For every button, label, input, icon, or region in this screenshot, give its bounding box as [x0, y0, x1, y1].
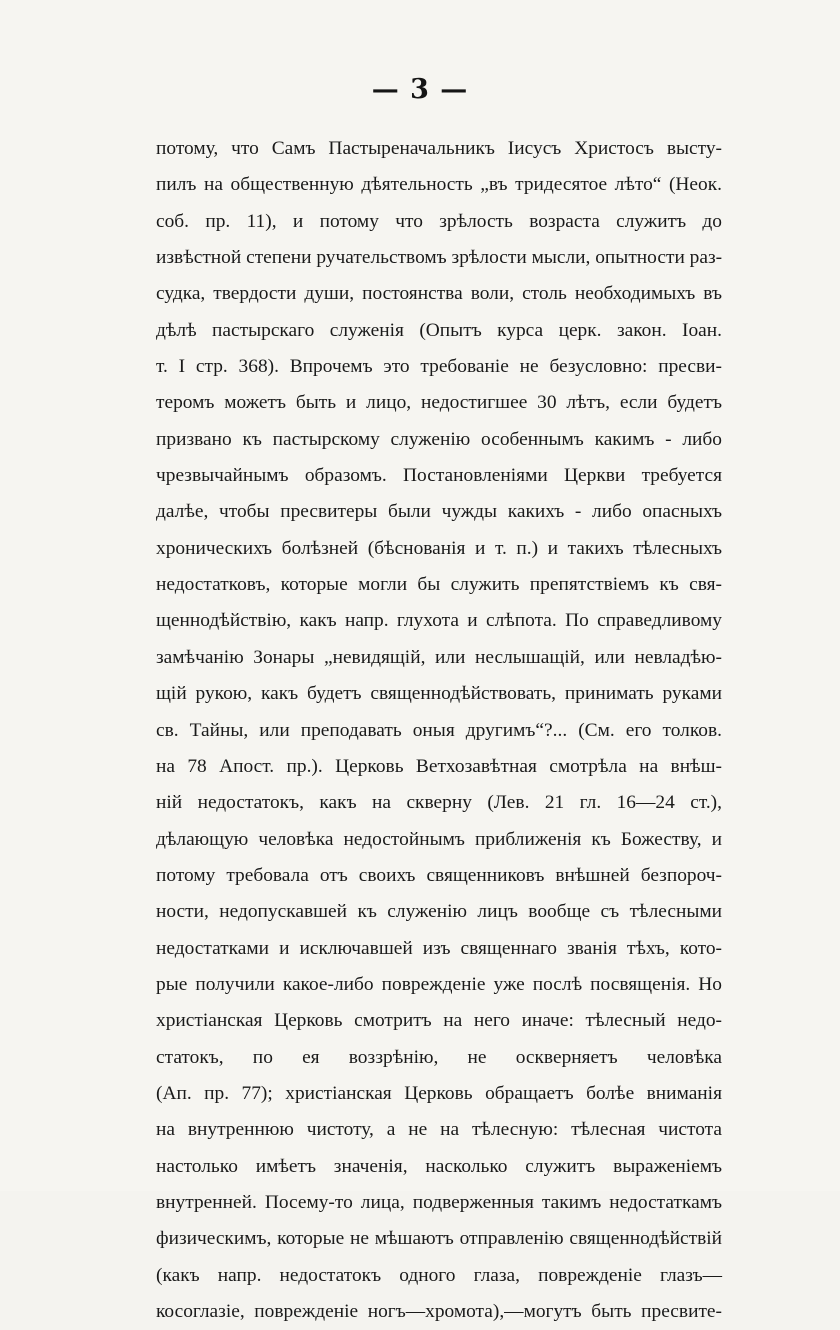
- text-line: ній недостатокъ, какъ на скверну (Лев. 21 гл. 16—24 ст.),: [156, 792, 722, 814]
- text-line: т. I стр. 368). Впрочемъ это требованіе не безусловно: пресви-: [156, 356, 722, 378]
- text-line: замѣчанію Зонары „невидящій, или неслышащій, или невладѣю-: [156, 646, 722, 668]
- text-line: хроническихъ болѣзней (бѣснованія и т. п.) и такихъ тѣлесныхъ: [156, 537, 722, 559]
- text-line: рые получили какое-либо поврежденіе уже послѣ посвященія. Но: [156, 973, 722, 995]
- text-line: щеннодѣйствію, какъ напр. глухота и слѣпота. По справедливому: [156, 610, 722, 632]
- text-line: далѣе, чтобы пресвитеры были чужды какихъ - либо опасныхъ: [156, 501, 722, 523]
- text-line: св. Тайны, или преподавать оныя другимъ“?... (См. его толков.: [156, 719, 722, 741]
- text-line: ности, недопускавшей къ служенію лицъ вообще съ тѣлесными: [156, 901, 722, 923]
- text-line: пилъ на общественную дѣятельность „въ тридесятое лѣто“ (Неок.: [156, 174, 722, 196]
- text-line: судка, твердости души, постоянства воли, столь необходимыхъ въ: [156, 283, 722, 305]
- page-number: — 3 —: [371, 74, 469, 105]
- text-line: внутренней. Посему-то лица, подверженныя такимъ недостаткамъ: [156, 1191, 722, 1213]
- text-line: чрезвычайнымъ образомъ. Постановленіями Церкви требуется: [156, 465, 722, 487]
- text-line: дѣлѣ пастырскаго служенія (Опытъ курса церк. закон. Іоан.: [156, 319, 722, 341]
- text-line: недостатками и исключавшей изъ священнаго званія тѣхъ, кото-: [156, 937, 722, 959]
- text-line: потому требовала отъ своихъ священниковъ внѣшней безпороч-: [156, 864, 722, 886]
- text-line: на внутреннюю чистоту, а не на тѣлесную: тѣлесная чистота: [156, 1119, 722, 1141]
- text-line: на 78 Апост. пр.). Церковь Ветхозавѣтная смотрѣла на внѣш-: [156, 755, 722, 777]
- text-line: призвано къ пастырскому служенію особеннымъ какимъ - либо: [156, 428, 722, 450]
- text-line: щій рукою, какъ будетъ священнодѣйствовать, принимать руками: [156, 683, 722, 705]
- text-line: косоглазіе, поврежденіе ногъ—хромота),—могутъ быть пресвите-: [156, 1301, 722, 1322]
- text-line: (какъ напр. недостатокъ одного глаза, поврежденіе глазъ—: [156, 1264, 722, 1286]
- body-text: [156, 131, 722, 1330]
- text-line: физическимъ, которые не мѣшаютъ отправленію священнодѣйствій: [156, 1228, 722, 1250]
- text-line: недостатковъ, которые могли бы служить препятствіемъ къ свя-: [156, 574, 722, 596]
- text-line: потому, что Самъ Пастыреначальникъ Іисусъ Христосъ высту-: [156, 138, 722, 159]
- text-line: христіанская Церковь смотритъ на него иначе: тѣлесный недо-: [156, 1010, 722, 1032]
- text-line: теромъ можетъ быть и лицо, недостигшее 30 лѣтъ, если будетъ: [156, 392, 722, 414]
- text-line: настолько имѣетъ значенія, насколько служитъ выраженіемъ: [156, 1155, 722, 1177]
- text-line: извѣстной степени ручательствомъ зрѣлости мысли, опытности раз-: [156, 247, 723, 269]
- text-line: соб. пр. 11), и потому что зрѣлость возраста служитъ до: [156, 210, 722, 232]
- text-line: дѣлающую человѣка недостойнымъ приближенія къ Божеству, и: [156, 828, 722, 850]
- text-line: (Ап. пр. 77); христіанская Церковь обращаетъ болѣе вниманія: [156, 1082, 722, 1104]
- text-line: статокъ, по ея воззрѣнію, не оскверняетъ человѣка: [156, 1046, 722, 1068]
